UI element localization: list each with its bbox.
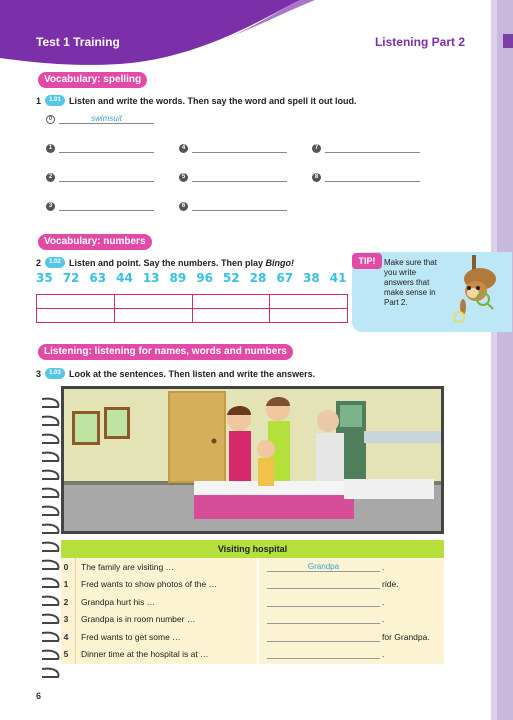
tip-label: TIP!	[352, 253, 382, 269]
example-badge: 0	[46, 115, 55, 124]
number-item[interactable]: 41	[329, 271, 347, 285]
answer-line[interactable]	[325, 172, 420, 182]
numbers-row	[36, 271, 346, 285]
section3-instruction	[36, 368, 315, 379]
hospital-row-3	[61, 611, 444, 629]
number-item[interactable]: 38	[303, 271, 320, 285]
item-badge: 8	[312, 173, 321, 182]
cd-icon: 1.01	[45, 95, 65, 106]
bingo-cell[interactable]	[37, 309, 115, 323]
answer-line[interactable]	[59, 143, 154, 153]
tip-text: Make sure that you write answers that make sense in Part 2.	[384, 258, 437, 307]
row-suffix: .	[382, 614, 385, 625]
row-answer-line[interactable]	[267, 579, 380, 589]
hospital-row-0	[61, 558, 444, 576]
example-answer: swimsuit	[59, 114, 154, 124]
row-suffix: for Grandpa.	[382, 631, 430, 642]
item-badge: 1	[46, 144, 55, 153]
spiral-binding	[38, 395, 62, 685]
section2-instruction-text	[69, 258, 294, 268]
hospital-table-title: Visiting hospital	[61, 540, 444, 558]
section2-number: 2	[36, 257, 42, 268]
section1-number: 1	[36, 95, 42, 106]
row-number: 2	[63, 596, 69, 607]
answer-line[interactable]	[59, 201, 154, 211]
spelling-example	[46, 114, 154, 124]
item-badge: 3	[46, 202, 55, 211]
row-answer-line[interactable]	[267, 649, 380, 659]
spelling-item-6[interactable]	[179, 201, 287, 211]
row-answer: Grandpa	[267, 562, 380, 572]
section2-pill: Vocabulary: numbers	[38, 234, 152, 250]
answer-line[interactable]	[192, 201, 287, 211]
row-question: Dinner time at the hospital is at …	[81, 649, 209, 660]
number-item[interactable]: 28	[249, 271, 267, 285]
bingo-cell[interactable]	[114, 309, 192, 323]
number-item[interactable]: 96	[196, 271, 213, 285]
row-suffix: .	[382, 649, 385, 660]
monkey-illustration	[452, 255, 510, 325]
section2-instruction	[36, 257, 294, 268]
section3-number: 3	[36, 368, 42, 379]
number-item[interactable]: 89	[169, 271, 187, 285]
answer-line[interactable]	[192, 172, 287, 182]
section3-pill: Listening: listening for names, words and numbers	[38, 344, 293, 360]
instruction-bingo: Bingo!	[265, 257, 295, 268]
hospital-row-1	[61, 576, 444, 594]
number-item[interactable]: 44	[116, 271, 133, 285]
hospital-row-5	[61, 646, 444, 664]
row-question: Fred wants to show photos of the …	[81, 579, 218, 590]
row-suffix: .	[382, 596, 385, 607]
hospital-illustration	[61, 386, 444, 534]
row-suffix: .	[382, 561, 385, 572]
cd-icon: 1.02	[45, 257, 65, 268]
row-question: Fred wants to get some …	[81, 631, 181, 642]
item-badge: 5	[179, 173, 188, 182]
header-right-title: Listening Part 2	[374, 35, 465, 49]
spelling-item-8[interactable]	[312, 172, 420, 182]
bingo-cell[interactable]	[192, 309, 270, 323]
item-badge: 7	[312, 144, 321, 153]
section1-instruction	[36, 95, 357, 106]
page-edge-shade	[491, 0, 497, 720]
bingo-cell[interactable]	[37, 295, 115, 309]
row-number: 4	[63, 631, 69, 642]
row-answer-line[interactable]	[267, 597, 380, 607]
number-item[interactable]: 35	[36, 271, 53, 285]
cd-icon: 1.03	[45, 368, 65, 379]
row-question: Grandpa is in room number …	[81, 614, 196, 625]
number-item[interactable]: 13	[142, 271, 160, 285]
answer-line[interactable]	[325, 143, 420, 153]
answer-line[interactable]	[192, 143, 287, 153]
number-item[interactable]: 72	[62, 271, 80, 285]
row-suffix: ride.	[382, 579, 399, 590]
bingo-cell[interactable]	[270, 309, 348, 323]
bingo-cell[interactable]	[270, 295, 348, 309]
item-badge: 2	[46, 173, 55, 182]
bingo-cell[interactable]	[192, 295, 270, 309]
row-number: 1	[63, 579, 69, 590]
spelling-item-5[interactable]	[179, 172, 287, 182]
spelling-item-1[interactable]	[46, 143, 154, 153]
number-item[interactable]: 67	[276, 271, 294, 285]
section1-pill: Vocabulary: spelling	[38, 72, 147, 88]
header-left-title: Test 1 Training	[36, 35, 120, 49]
item-badge: 4	[179, 144, 188, 153]
row-number: 3	[63, 614, 69, 625]
row-answer-line[interactable]	[267, 632, 380, 642]
spelling-item-4[interactable]	[179, 143, 287, 153]
row-question: The family are visiting …	[81, 561, 175, 572]
bingo-grid	[36, 294, 348, 323]
answer-line[interactable]	[59, 172, 154, 182]
hospital-row-2	[61, 593, 444, 611]
instruction-main: Listen and point. Say the numbers. Then play	[69, 257, 266, 268]
row-answer-line[interactable]	[267, 614, 380, 624]
row-number: 5	[63, 649, 69, 660]
hospital-row-4	[61, 628, 444, 646]
row-question: Grandpa hurt his …	[81, 596, 156, 607]
number-item[interactable]: 63	[89, 271, 107, 285]
page-number: 6	[36, 691, 42, 701]
visiting-hospital-table	[61, 540, 444, 664]
number-item[interactable]: 52	[222, 271, 240, 285]
spelling-item-2[interactable]	[46, 172, 154, 182]
page-edge-strip	[491, 0, 513, 720]
row-number: 0	[63, 561, 69, 572]
section3-instruction-text: Look at the sentences. Then listen and write the answers.	[69, 368, 316, 379]
bingo-cell[interactable]	[114, 295, 192, 309]
item-badge: 6	[179, 202, 188, 211]
spelling-item-7[interactable]	[312, 143, 420, 153]
section1-instruction-text: Listen and write the words. Then say the word and spell it out loud.	[69, 95, 357, 106]
hospital-scene	[64, 389, 441, 531]
spelling-item-3[interactable]	[46, 201, 154, 211]
